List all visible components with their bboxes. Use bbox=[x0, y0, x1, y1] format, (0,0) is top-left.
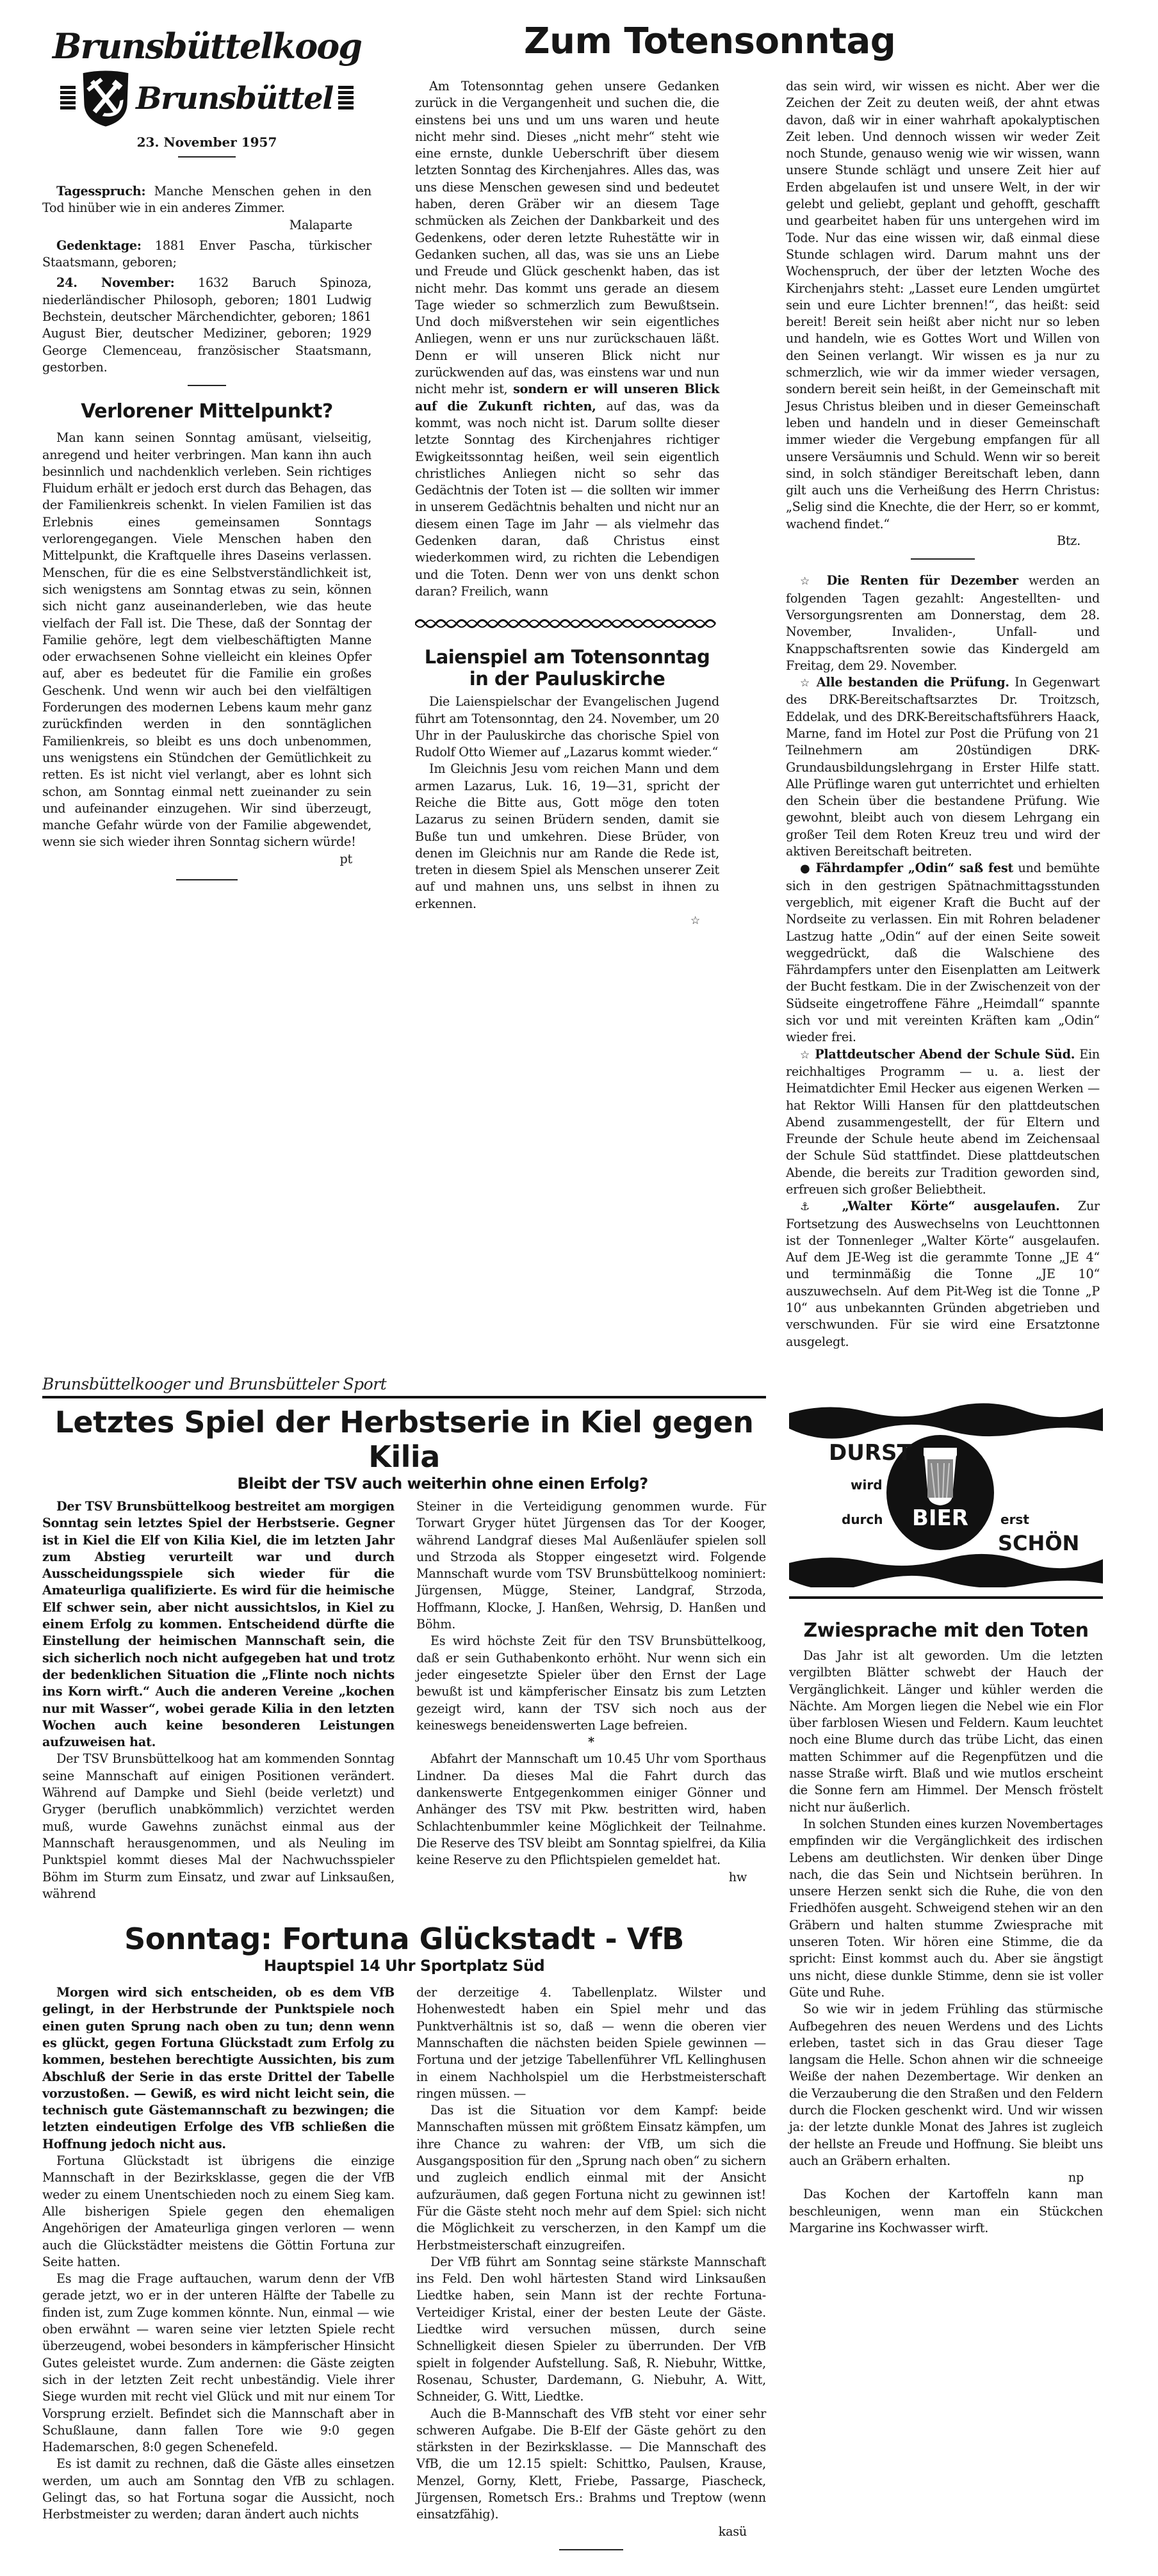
right-column-bottom bbox=[789, 1357, 1103, 2237]
article-laienspiel bbox=[415, 646, 719, 929]
separator-asterisk: * bbox=[588, 1735, 594, 1750]
totensonntag-columns bbox=[415, 78, 1100, 1350]
article-zwiesprache bbox=[789, 1618, 1103, 2237]
article-text: Am Totensonntag gehen unsere Gedanken zurück in die Vergangenheit und suchen die, die einstens bei uns und um uns waren und heute nicht mehr sind. Dieses „nicht mehr“ steht wie eine ernste, dunkle Ueberschrift über diesem letzten Sonntag des Kirchenjahres. Alles das, was uns diese Menschen gewesen sind und bedeutet haben, deren Gräber wir an diesem Tage schmücken als Zeichen der Dankbarkeit und des Gedenkens, oder deren letzte Ruhestätte wir in Gedanken suchen, all das, was sie uns an Liebe und Freude und Glück geschenkt haben, das ist nicht mehr. Das kommt uns gerade an diesem Tage wieder so schmerzlich zum Bewußtsein. Und doch mißverstehen wir sein eigentliches Anliegen, wenn er uns nur zurückschauen läßt. Denn er will unseren Blick nicht nur zurückwenden auf das, was einstens war und nun nicht mehr ist, bbox=[415, 79, 719, 397]
beer-glass-icon bbox=[924, 1448, 957, 1505]
headline: Zwiesprache mit den Toten bbox=[803, 1619, 1089, 1642]
subhead-kilia: Bleibt der TSV auch weiterhin ohne einen Erfolg? bbox=[237, 1474, 648, 1493]
ad-line-durst: DURST bbox=[829, 1439, 912, 1466]
article-emphasis: sondern er will unseren Blick auf die Zukunft richten, bbox=[415, 382, 719, 414]
article-paragraph: Das ist die Situation vor dem Kampf: beide Mannschaften müssen mit größtem Einsatz kämpfen, um ihre Chance zu wahren: der VfB, um sich die Ausgangsposition für den „Sprung nach oben“ zu sichern und zugleich endlich einmal mit der Ansicht aufzuräumen, daß gegen Fortuna nicht zu gewinnen ist! Für die Gäste steht noch mehr auf dem Spiel: sich nicht die Möglichkeit zu verscherzen, in den Kampf um die Herbstmeisterschaft einzugreifen. bbox=[416, 2103, 766, 2253]
masthead bbox=[42, 19, 371, 158]
article-text: das sein wird, wir wissen es nicht. Aber wer die Zeichen der Zeit zu deuten weiß, der ahnt etwas davon, daß wir in einer wahrhaft apokalyptischen Zeit leben. Und dennoch wissen wir weder Zeit noch Stunde, genauso wenig wie wir wissen, wann unsere Stunde schlägt und unsere Zeit hier auf Erden abgelaufen ist und unsere Welt, in der wir gelebt und geliebt, geplant und gehofft, geschafft und gearbeitet haben für uns untergehen wird im Tode. Nur das eine wissen wir, daß einmal diese Stunde schlagen wird. Darum mahnt uns der Wochenspruch, der über der letzten Woche des Kirchenjahrs steht: „Lasset eure Lenden umgürtet sein und eure Lichter brennen!“, das heißt: seid bereit! Bereit sein heißt aber nicht nur so leben und handeln, wie es Gottes Wort und Willen von den Seinen verlangt. Wir wissen es ja nur zu schmerzlich, wie wir da immer wieder versagen, sondern bereit sein heißt, in der Gemeinschaft mit Jesus Christus bleiben und in dieser Gemeinschaft leben und handeln und in dieser Gemeinschaft immer wieder die Vergebung empfangen für all unsere Versäumnis und Schuld. Wenn wir so bereit sind, in solch ständiger Bereitschaft leben, dann gilt auch uns die Verheißung des Herrn Christus: „Selig sind die Knechte, die der Herr, so er kommt, wachend findet.“ bbox=[786, 79, 1100, 531]
local-news-list bbox=[786, 572, 1100, 1350]
news-title: Fährdampfer „Odin“ saß fest bbox=[815, 861, 1014, 876]
wave-band-top bbox=[789, 1403, 1103, 1438]
article-paragraph: Man kann seinen Sonntag amüsant, vielseitig, anregend und heiter verbringen. Man kann ihn auch besinnlich und nachdenklich verleben. Sein richtiges Fluidum erhält er jedoch erst durch das Behagen, das der Familienkreis schenkt. In vielen Familien ist das Erlebnis eines gemeinsamen Sonntags verlorengegangen. Viele Menschen haben den Mittelpunkt, die Kraftquelle ihres Daseins verlassen. Menschen, für die es eine Selbstverständlichkeit ist, sich wenigstens am Sonntag etwas zu sein, können sich nicht ganz auseinanderleben, wie das heute vielfach der Fall ist. Die These, daß der Sonntag der Familie gehöre, legt dem vielbeschäftigten Manne oder erwachsenen Sohne vielleicht ein kleines Opfer auf, aber es bedeutet für die Familie ein großes Geschenk. Und wenn wir auch bei den vielfältigen Forderungen des modernen Lebens kaum mehr ganz zurückfinden werden in den sonntäglichen Familienkreis, so bleibt es uns doch unbenommen, uns wenigstens ein Stündchen der Gemütlichkeit zu retten. Es ist nicht viel verlangt, aber es lohnt sich schon, am Sonntag einmal nett zueinander zu sein und aufeinander einzugehen. Wir sind überzeugt, manche Gefahr würde von der Familie abgewendet, wenn sie sich wieder ihren Sonntag sichern würde! bbox=[42, 430, 371, 850]
article-paragraph: Die Laienspielschar der Evangelischen Jugend führt am Totensonntag, den 24. November, um 20 Uhr in der Pauluskirche das chorische Spiel von Rudolf Otto Wiemer auf „Lazarus kommt wieder.“ bbox=[415, 694, 719, 760]
ad-line-schoen: SCHÖN bbox=[998, 1530, 1080, 1555]
article-paragraph: Auch die B-Mannschaft des VfB steht vor einer sehr schweren Aufgabe. Die B-Elf der Gäste gehört zu den stärksten in der Bezirksklasse. — Die Mannschaft des VfB, die um 12.15 spielt: Schittko, Paulsen, Krause, Menzel, Gorny, Klett, Friebe, Passarge, Piascheck, Jürgensen, Rometsch Ers.: Brahms und Treptow (wenn einsatzfähig). bbox=[416, 2406, 766, 2522]
news-title: Alle bestanden die Prüfung. bbox=[816, 675, 1009, 690]
ad-line-durch: durch bbox=[842, 1511, 883, 1527]
headline-totensonntag: Zum Totensonntag bbox=[524, 20, 896, 62]
ad-brand-bier: BIER bbox=[912, 1505, 968, 1531]
article-text: auf das, was da kommt, was noch nicht ist. Darum sollte dieser letzte Sonntag des Kirchenjahres richtiger Ewigkeitssonntag heißen, weil sein eigentlich christliches Anliegen nicht so sehr das Gedächtnis der Toten ist — die sollten wir immer in unserem Gedächtnis behalten und nicht nur an diesem einen Tage im Jahr — als vielmehr das Gedenken daran, daß Christus einst wiederkommen wird, zu richten die Lebendigen und die Toten. Denn wer von uns denkt schon daran? Freilich, wann bbox=[415, 398, 719, 599]
top-section bbox=[42, 19, 1129, 1350]
masthead-row2 bbox=[42, 69, 371, 128]
article-paragraph: Es mag die Frage auftauchen, warum denn der VfB gerade jetzt, wo er in der unteren Hälfte der Tabelle zu finden ist, zum Zuge kommen könnte. Nun, einmal — wie oben erwähnt — waren seine vier letzten Spiele recht überzeugend, wobei besonders in kämpferischer Hinsicht Gutes geleistet wurde. Zum andernen: die Gäste zeigten sich in der letzten Zeit recht unbeständig. Viele ihrer Siege wurden mit recht viel Glück und mit nur einem Tor Vorsprung erzielt. Befindet sich die Mannschaft aber in Schußlaune, dann fallen Tore wie 9:0 gegen Hademarschen, 8:0 gegen Schenefeld. bbox=[42, 2271, 395, 2455]
masthead-title-line2: Brunsbüttel bbox=[136, 81, 333, 117]
sport-section bbox=[42, 1357, 766, 2550]
beer-advertisement bbox=[789, 1395, 1103, 1587]
signature: np bbox=[1068, 2170, 1084, 2185]
news-text: und bemühte sich in den gestrigen Spätnachmittagsstunden vergeblich, mit eigener Kraft die Bucht auf der Nordseite zu verlassen. Ein mit Rohren beladener Lastzug hatte „Odin“ auf der einen Seite soweit weggedrückt, daß die Walschiene des Fährdampfers unter den Eisenplatten am Leitwerk der Bucht festkam. Die in der Zwischenzeit von der Südseite eingetroffene Fähre „Heimdall“ spannte sich vor und mit vereinten Kräften kam „Odin“ wieder frei. bbox=[786, 861, 1100, 1045]
article-lead: Der TSV Brunsbüttelkoog bestreitet am morgigen Sonntag sein letztes Spiel der Herbstserie. Gegner ist in Kiel die Elf von Kilia Kiel, die im letzten Jahr zum Abstieg verurteilt war und durch Ausscheidungsspiele sich wieder für die Amateurliga qualifizierte. Es wird für die heimische Elf schwer sein, aber nicht aussichtslos, in Kiel zu einem Erfolg zu kommen. Entscheidend dürfte die Einstellung der heimischen Mannschaft sein, die sich sicherlich noch nicht aufgegeben hat und trotz der bedenklichen Situation die „Flinte noch nichts ins Korn wirft.“ Auch die anderen Vereine „kochen nur mit Wasser“, wobei gerade Kilia in den letzten Wochen auch keine besonderen Leistungen aufzuweisen hat. bbox=[42, 1498, 395, 1750]
bullet-icon: ● bbox=[800, 862, 811, 876]
section-rule bbox=[42, 1396, 766, 1398]
news-text: In Gegenwart des DRK-Bereitschaftsarztes Dr. Troitzsch, Eddelak, und des DRK-Bereitschaftsführers Haack, Marne, fand im Hotel zur Post die Prüfung von 21 Teilnehmern am 20stündigen DRK-Grundausbildungslehrgang in Erster Hilfe statt. Alle Prüflinge waren gut unterrichtet und erhielten den Schein über die bestandene Prüfung. Wie gewohnt, bleibt auch von diesem Lehrgang ein großer Teil dem Roten Kreuz treu und wird der aktiven Bereitschaft beitreten. bbox=[786, 675, 1100, 859]
subhead-fortuna: Hauptspiel 14 Uhr Sportplatz Süd bbox=[263, 1957, 545, 1975]
signature: kasü bbox=[718, 2523, 747, 2539]
household-tip: Das Kochen der Kartoffeln kann man beschleunigen, wenn man ein Stückchen Margarine ins Kochwasser wirft. bbox=[789, 2187, 1103, 2236]
tagesspruch-label: Tagesspruch: bbox=[56, 184, 146, 198]
star-icon: ☆ bbox=[800, 1048, 811, 1062]
totensonntag-col1 bbox=[415, 78, 719, 600]
article-paragraph: Abfahrt der Mannschaft um 10.45 Uhr vom Sporthaus Lindner. Da dieses Mal die Fahrt durch das dankenswerte Entgegenkommen einiger Gönner und Anhänger des TSV mit Pkw. bestritten wird, haben Schlachtenbummler keine Möglichkeit der Teilnahme. Die Reserve des TSV bleibt am Sonntag spielfrei, da Kilia keine Reserve zu den Pflichtspielen gemeldet hat. bbox=[416, 1751, 766, 1868]
signature: pt bbox=[339, 851, 352, 866]
masthead-title-line1: Brunsbüttelkoog bbox=[53, 26, 361, 67]
headline: Verlorener Mittelpunkt? bbox=[81, 400, 333, 423]
divider bbox=[559, 2549, 623, 2550]
gedenktage-text: 1881 Enver Pascha, türkischer Staatsmann, geboren; bbox=[42, 238, 371, 270]
kilia-col2 bbox=[416, 1498, 766, 1886]
tagesspruch-author: Malaparte bbox=[289, 217, 352, 232]
news-item bbox=[786, 674, 1100, 860]
ad-line-wird: wird bbox=[851, 1477, 883, 1493]
article-paragraph: Der VfB führt am Sonntag seine stärkste Mannschaft ins Feld. Den wohl härtesten Stand wird Linksaußen Liedtke haben, sein Mann ist der rechte Fortuna-Verteidiger Kristal, einer der besten Leute der Gäste. Liedtke wird versuchen müssen, durch seine Schnelligkeit diesen Spieler zu überrunden. Der VfB spielt in folgender Aufstellung. Saß, R. Niebuhr, Wittke, Rosenau, Schuster, Dardemann, G. Niebuhr, A. Witt, Schneider, G. Witt, Liedtke. bbox=[416, 2254, 766, 2404]
article-paragraph: In solchen Stunden eines kurzen Novembertages empfinden wir die Vergänglichkeit des irdischen Lebens am deutlichsten. Wir denken über Dinge nach, die das Sein und Nichtsein berühren. In unsere Herzen senkt sich die Ruhe, die von den Friedhöfen ausgeht. Schweigend stehen wir an den Gräbern und halten stumme Zwiesprache mit unseren Toten. Wir hören eine Stimme, die da spricht: Einst kommst auch du. Aber sie ängstigt uns nicht, diese dunkle Stimme, denn sie ist voller Güte und Ruhe. bbox=[789, 1816, 1103, 2000]
headline-fortuna: Sonntag: Fortuna Glückstadt - VfB bbox=[124, 1922, 684, 1957]
fortuna-col2 bbox=[416, 1984, 766, 2550]
news-item bbox=[786, 1198, 1100, 1350]
article-paragraph: Es wird höchste Zeit für den TSV Brunsbüttelkoog, daß er sein Guthabenkonto erhöht. Nur wenn sich ein jeder eingesetzte Spieler über den Ernst der Lage bewußt ist und kämpferischer Einsatz bis zum Letzten gezeigt wird, kann der TSV sich noch aus der keineswegs beneidenswerten Lage befreien. bbox=[416, 1633, 766, 1733]
almanac bbox=[42, 183, 371, 386]
signature: hw bbox=[728, 1869, 747, 1884]
news-text: Zur Fortsetzung des Auswechselns von Leuchttonnen ist der Tonnenleger „Walter Körte“ ausgelaufen. Auf dem JE-Weg ist die gerammte Tonne „JE 4“ und terminmäßig die Tonne „JE 10“ auszuwechseln. Auf dem Pit-Weg ist die Tonne „P 10“ aus unbekannten Gründen abgetrieben und verschwunden. Für sie wird eine Ersatztonne ausgelegt. bbox=[786, 1199, 1100, 1349]
headline-kilia: Letztes Spiel der Herbstserie in Kiel gegen Kilia bbox=[54, 1404, 754, 1474]
news-item bbox=[786, 1046, 1100, 1199]
fortuna-col1 bbox=[42, 1984, 395, 2523]
article-paragraph: Es ist damit zu rechnen, daß die Gäste alles einsetzen werden, um auch am Sonntag den VfB zu schlagen. Gelingt das, so hat Fortuna sogar die Aussicht, noch Herbstmeister zu werden; daran ändert auch nichts bbox=[42, 2456, 395, 2522]
middle-column bbox=[415, 78, 719, 929]
article-paragraph: Steiner in die Verteidigung genommen wurde. Für Torwart Gryger hütet Jürgensen das Tor der Kooger, während Landgraf dieses Mal Außenläufer spielen soll und Strzoda als Stopper eingesetzt wird. Folgende Mannschaft wurde vom TSV Brunsbüttelkoog nominiert: Jürgensen, Mügge, Steiner, Landgraf, Strzoda, Hoffmann, Klocke, J. Hanßen, Wehrsig, D. Hanßen und Böhm. bbox=[416, 1498, 766, 1632]
ad-graphic bbox=[789, 1395, 1103, 1587]
divider bbox=[178, 156, 236, 158]
nov24-text: 1632 Baruch Spinoza, niederländischer Philosoph, geboren; 1801 Ludwig Bechstein, deutscher Märchendichter, geboren; 1861 August Bier, deutscher Mediziner, geboren; 1929 George Clemenceau, französischer Staatsmann, gestorben. bbox=[42, 275, 371, 375]
right-column bbox=[786, 78, 1100, 1350]
tagesspruch-text: Manche Menschen gehen in den Tod hinüber wie in ein anderes Zimmer. bbox=[42, 184, 371, 216]
ad-line-erst: erst bbox=[1000, 1511, 1029, 1527]
section-label: Brunsbüttelkooger und Brunsbütteler Sport bbox=[42, 1374, 387, 1393]
article-paragraph: Im Gleichnis Jesu vom reichen Mann und dem armen Lazarus, Luk. 16, 19—31, spricht der Reiche die Bitte aus, Gott möge den toten Lazarus zu seinen Brüdern senden, damit sie Buße tun und umkehren. Diese Brüder, von denen im Gleichnis nur am Rande die Rede ist, treten in diesem Spiel als Menschen unserer Zeit auf und mahnen uns, uns selbst in ihnen zu erkennen. bbox=[415, 761, 719, 911]
news-title: „Walter Körte“ ausgelaufen. bbox=[842, 1199, 1060, 1214]
article-paragraph: Der TSV Brunsbüttelkoog hat am kommenden Sonntag seine Mannschaft auf einigen Positionen verändert. Während auf Dampke und Siehl (beide verletzt) und Gryger (beruflich unabkömmlich) verzichtet werden muß, wurde Gawehns zunächst einmal aus der Mannschaft herausgenommen, und als Neuling im Punktspiel kommt dieses Mal der Nachwuchsspieler Böhm im Sturm zum Einsatz, und zwar auf Linksaußen, während bbox=[42, 1751, 395, 1901]
headline: Laienspiel am Totensonntag in der Pauluskirche bbox=[424, 646, 710, 690]
article-fortuna bbox=[42, 1922, 766, 2550]
ad-divider bbox=[789, 1596, 1103, 1599]
article-kilia bbox=[42, 1405, 766, 1902]
news-item bbox=[786, 572, 1100, 674]
sport-section-banner bbox=[42, 1375, 766, 1398]
star-icon: ☆ bbox=[800, 677, 811, 690]
article-paragraph: Das Jahr ist alt geworden. Um die letzten vergilbten Blätter schwebt der Hauch der Vergänglichkeit. Länger und kühler werden die Nächte. Am Morgen liegen die Nebel wie ein Flor über farblosen Wiesen und Feldern. Kaum leuchtet noch eine Blume durch das trübe Licht, das einen matten Schimmer auf die Regenpfützen und die nasse Straße wirft. Blaß und wie mutlos erscheint die Sonne fern am Himmel. Der Mensch fröstelt nicht nur äußerlich. bbox=[789, 1648, 1103, 1815]
news-title: Die Renten für Dezember bbox=[826, 573, 1018, 588]
divider bbox=[176, 879, 238, 880]
nov24-label: 24. November: bbox=[56, 275, 175, 291]
article-paragraph: der derzeitige 4. Tabellenplatz. Wilster und Hohenwestedt haben ein Spiel mehr und das Punktverhältnis ist so, daß — wenn die oberen vier Mannschaften die nächsten beiden Spiele gewinnen — Fortuna und der jetzige Tabellenführer VfL Kellinghusen in einem Nachholspiel um die Herbstmeisterschaft ringen müssen. — bbox=[416, 1985, 766, 2101]
issue-date: 23. November 1957 bbox=[136, 134, 277, 150]
news-text: Ein reichhaltiges Programm — u. a. liest der Heimatdichter Emil Hecker aus eigenen Werken — hat Rektor Willi Hansen für den plattdeutschen Abend zusammengestellt, der für Eltern und Freunde der Schule heute abend im Zeichensaal der Schule Süd stattfindet. Diese plattdeutschen Abende, die bereits zur Tradition geworden sind, erfreuen sich großer Beliebtheit. bbox=[786, 1046, 1100, 1197]
totensonntag-block bbox=[415, 19, 1100, 1350]
ribbon-right-icon bbox=[338, 86, 354, 111]
anchor-icon: ⚓ bbox=[800, 1201, 824, 1214]
gedenktage-label: Gedenktage: bbox=[56, 238, 142, 253]
star-icon: ☆ bbox=[800, 575, 817, 588]
article-mittelpunkt bbox=[42, 399, 371, 880]
article-paragraph: Fortuna Glückstadt ist übrigens die einzige Mannschaft in der Bezirksklasse, gegen die der VfB weder zu einem Unentschieden noch zu einem Sieg kam. Alle bisherigen Spiele gegen den ehemaligen Angehörigen der Amateurliga gingen verloren — wenn auch die Glückstädter meistens die Göttin Fortuna zur Seite hatten. bbox=[42, 2153, 395, 2269]
anchor-crest-icon bbox=[81, 69, 131, 128]
divider bbox=[188, 385, 226, 386]
left-column bbox=[42, 19, 371, 880]
kilia-col1 bbox=[42, 1498, 395, 1902]
article-paragraph: So wie wir in jedem Frühling das stürmische Aufbegehren des neuen Werdens und des Lichts erleben, tastet sich in das Grau dieser Tage langsam die Helle. Schon ahnen wir die schneeige Weiße der nahen Dezembertage. Wir denken an die Verzauberung die den Straßen und den Feldern durch die Flocken geschenkt wird. Und wir wissen ja: der letzte dunkle Monat des Jahres ist zugleich der hellste an Freude und Hoffnung. Sie bleibt uns auch an Gräbern erhalten. bbox=[789, 2002, 1103, 2168]
news-title: Plattdeutscher Abend der Schule Süd. bbox=[815, 1046, 1075, 1062]
signature: Btz. bbox=[1056, 533, 1081, 549]
ornament-border-icon bbox=[415, 617, 719, 631]
bottom-section bbox=[42, 1357, 1129, 2550]
news-text: werden an folgenden Tagen gezahlt: Angestellten- und Versorgungsrenten am Donnerstag, dem 28. November, Invaliden-, Unfall- und Knappschaftsrenten sowie das Kindergeld am Freitag, dem 29. November. bbox=[786, 573, 1100, 673]
article-lead: Morgen wird sich entscheiden, ob es dem VfB gelingt, in der Herbstrunde der Punktspiele noch einen guten Sprung nach oben zu tun; denn wenn es glückt, gegen Fortuna Glückstadt zum Erfolg zu kommen, bestehen berechtigte Aussichten, bis zum Abschluß der Serie in das erste Drittel der Tabelle vorzustoßen. — Gewiß, es wird nicht leicht sein, die technisch gute Gästemannschaft zu bezwingen; die letzten eindeutigen Erfolge des VfB schließen die Hoffnung jedoch nicht aus. bbox=[42, 1985, 395, 2151]
totensonntag-col2 bbox=[786, 78, 1100, 560]
star-end-icon: ☆ bbox=[690, 914, 700, 928]
divider bbox=[911, 558, 975, 560]
news-item bbox=[786, 860, 1100, 1046]
ribbon-left-icon bbox=[60, 86, 76, 111]
wave-band-bottom bbox=[789, 1554, 1103, 1587]
